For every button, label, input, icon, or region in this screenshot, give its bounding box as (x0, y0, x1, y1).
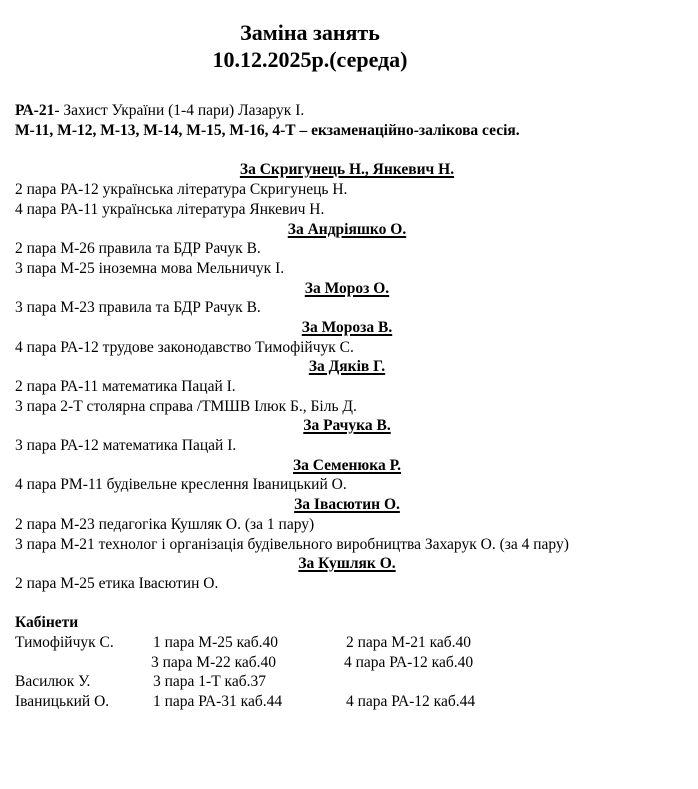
substitution-item: 4 пара РА-12 трудове законодавство Тимофійчук С. (15, 339, 354, 356)
teacher-name: Тимофійчук С. (15, 634, 114, 651)
cabinet-entry: 1 пара РА-31 каб.44 (153, 693, 283, 710)
section-heading: За Кушляк О. (298, 555, 396, 572)
substitution-item: 2 пара РА-11 математика Пацай І. (15, 378, 236, 395)
substitution-item: 3 пара М-25 іноземна мова Мельничук І. (15, 260, 285, 277)
cabinet-row (15, 672, 695, 692)
cabinet-entry: 3 пара М-22 каб.40 (151, 654, 277, 671)
section-heading: За Скригунець Н., Янкевич Н. (239, 161, 455, 178)
cabinets-title: Кабінети (15, 614, 79, 631)
section-heading: За Мороза В. (301, 319, 393, 336)
substitution-item: 4 пара РА-11 українська література Янкевич Н. (15, 201, 325, 218)
section-heading: За Рачука В. (303, 417, 391, 434)
substitution-item: 2 пара М-23 педагогіка Кушляк О. (за 1 пару) (15, 516, 315, 533)
cabinet-entry: 1 пара М-25 каб.40 (153, 634, 279, 651)
cabinet-entry: 3 пара 1-Т каб.37 (153, 673, 266, 690)
page-date: 10.12.2025р.(середа) (212, 47, 408, 72)
teacher-name: Василюк У. (15, 673, 91, 690)
substitution-item: 2 пара РА-12 українська література Скригунець Н. (15, 181, 348, 198)
substitution-item: 2 пара М-25 етика Івасютин О. (15, 575, 219, 592)
section-heading: За Семенюка Р. (292, 457, 401, 474)
cabinet-entry: 4 пара РА-12 каб.44 (346, 693, 476, 710)
substitution-item: 3 пара М-21 технолог і організація будівельного виробництва Захарук О. (за 4 пару) (15, 536, 569, 553)
section-heading: За Мороз О. (304, 280, 390, 297)
page-title: Заміна занять (240, 20, 380, 45)
cabinet-entry: 4 пара РА-12 каб.40 (344, 654, 474, 671)
cabinet-row (15, 633, 695, 653)
substitution-item: 3 пара РА-12 математика Пацай І. (15, 437, 237, 454)
notice-exam-session: М-11, М-12, М-13, М-14, М-15, М-16, 4-Т – екзаменаційно-залікова сесія. (15, 122, 520, 139)
teacher-name: Іваницький О. (15, 693, 110, 710)
cabinet-row (15, 692, 695, 712)
notice-ra21 (15, 101, 304, 121)
section-heading: За Андріяшко О. (287, 221, 407, 238)
notice-group: РА-21 (15, 102, 55, 119)
substitution-item: 3 пара 2-Т столярна справа /ТМШВ Ілюк Б., Біль Д. (15, 398, 357, 415)
notice-text: - Захист України (1-4 пари) Лазарук І. (54, 102, 305, 119)
substitution-item: 3 пара М-23 правила та БДР Рачук В. (15, 299, 261, 316)
substitution-item: 4 пара РМ-11 будівельне креслення Іваницький О. (15, 476, 347, 493)
substitution-item: 2 пара М-26 правила та БДР Рачук В. (15, 240, 261, 257)
cabinet-entry: 2 пара М-21 каб.40 (346, 634, 472, 651)
cabinet-row (15, 653, 695, 673)
section-heading: За Дяків Г. (308, 358, 386, 375)
section-heading: За Івасютин О. (294, 496, 400, 513)
